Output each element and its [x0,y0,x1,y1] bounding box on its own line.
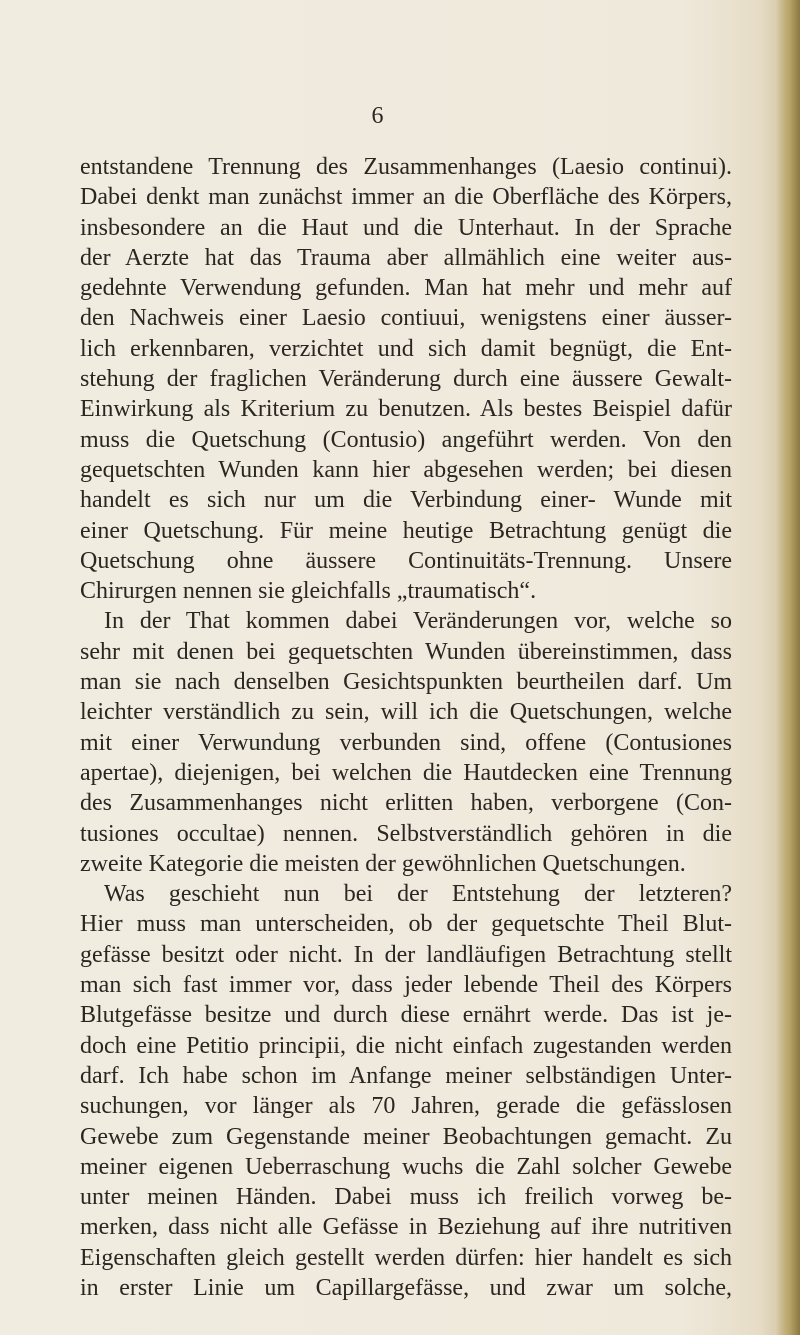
text-line: zweite Kategorie die meisten der gewöhnlichen Quetschungen. [80,850,686,877]
text-line: gefässe besitzt oder nicht. In der landläufigen Betrachtung stellt [80,941,732,968]
text-line: Blutgefässe besitze und durch diese ernährt werde. Das ist je- [80,1002,732,1029]
text-line: sehr mit denen bei gequetschten Wunden übereinstimmen, dass [80,638,732,665]
text-line: stehung der fraglichen Veränderung durch eine äussere Gewalt- [80,366,732,393]
text-line: handelt es sich nur um die Verbindung einer- Wunde mit [80,487,732,514]
text-line: Quetschung ohne äussere Continuitäts-Trennung. Unsere [80,547,732,574]
text-line: den Nachweis einer Laesio contiuui, wenigstens einer äusser- [80,305,732,332]
text-line: leichter verständlich zu sein, will ich die Quetschungen, welche [80,699,732,726]
text-line: doch eine Petitio principii, die nicht einfach zugestanden werden [80,1032,732,1059]
text-line: gequetschten Wunden kann hier abgesehen werden; bei diesen [80,456,732,483]
body-text [80,152,732,1303]
text-line: Gewebe zum Gegenstande meiner Beobachtungen gemacht. Zu [80,1123,732,1150]
text-line: apertae), diejenigen, bei welchen die Hautdecken eine Trennung [80,759,732,786]
text-line: suchungen, vor länger als 70 Jahren, gerade die gefässlosen [80,1093,732,1120]
text-line: gedehnte Verwendung gefunden. Man hat mehr und mehr auf [80,275,732,302]
text-line: darf. Ich habe schon im Anfange meiner selbständigen Unter- [80,1062,732,1089]
text-line: unter meinen Händen. Dabei muss ich freilich vorweg be- [80,1184,732,1211]
text-line: insbesondere an die Haut und die Unterhaut. In der Sprache [80,214,732,241]
text-line: Dabei denkt man zunächst immer an die Oberfläche des Körpers, [80,184,732,211]
text-line: einer Quetschung. Für meine heutige Betrachtung genügt die [80,517,732,544]
text-line: mit einer Verwundung verbunden sind, offene (Contusiones [80,729,732,756]
text-line: In der That kommen dabei Veränderungen vor, welche so [104,608,732,635]
text-line: der Aerzte hat das Trauma aber allmählich eine weiter aus- [80,244,732,271]
text-line: Eigenschaften gleich gestellt werden dürfen: hier handelt es sich [80,1244,732,1271]
text-line: Hier muss man unterscheiden, ob der gequetschte Theil Blut- [80,911,732,938]
page-number: 6 [371,103,384,129]
text-line: man sich fast immer vor, dass jeder lebende Theil des Körpers [80,972,732,999]
text-line: in erster Linie um Capillargefässe, und zwar um solche, [80,1274,732,1301]
text-line: muss die Quetschung (Contusio) angeführt werden. Von den [80,426,732,453]
text-line: meiner eigenen Ueberraschung wuchs die Zahl solcher Gewebe [80,1153,732,1180]
text-line: merken, dass nicht alle Gefässe in Beziehung auf ihre nutritiven [80,1214,732,1241]
text-line: man sie nach denselben Gesichtspunkten beurtheilen darf. Um [80,669,732,696]
text-line: Was geschieht nun bei der Entstehung der letzteren? [104,881,732,908]
text-line: entstandene Trennung des Zusammenhanges (Laesio continui). [80,154,732,180]
text-line: Chirurgen nennen sie gleichfalls „traumatisch“. [80,578,537,605]
text-line: Einwirkung als Kriterium zu benutzen. Als bestes Beispiel dafür [80,396,732,423]
text-line: des Zusammenhanges nicht erlitten haben, verborgene (Con- [80,790,732,817]
text-line: tusiones occultae) nennen. Selbstverständlich gehören in die [80,820,732,847]
text-line: lich erkennbaren, verzichtet und sich damit begnügt, die Ent- [80,335,732,362]
page-edge-shadow [776,0,800,1335]
